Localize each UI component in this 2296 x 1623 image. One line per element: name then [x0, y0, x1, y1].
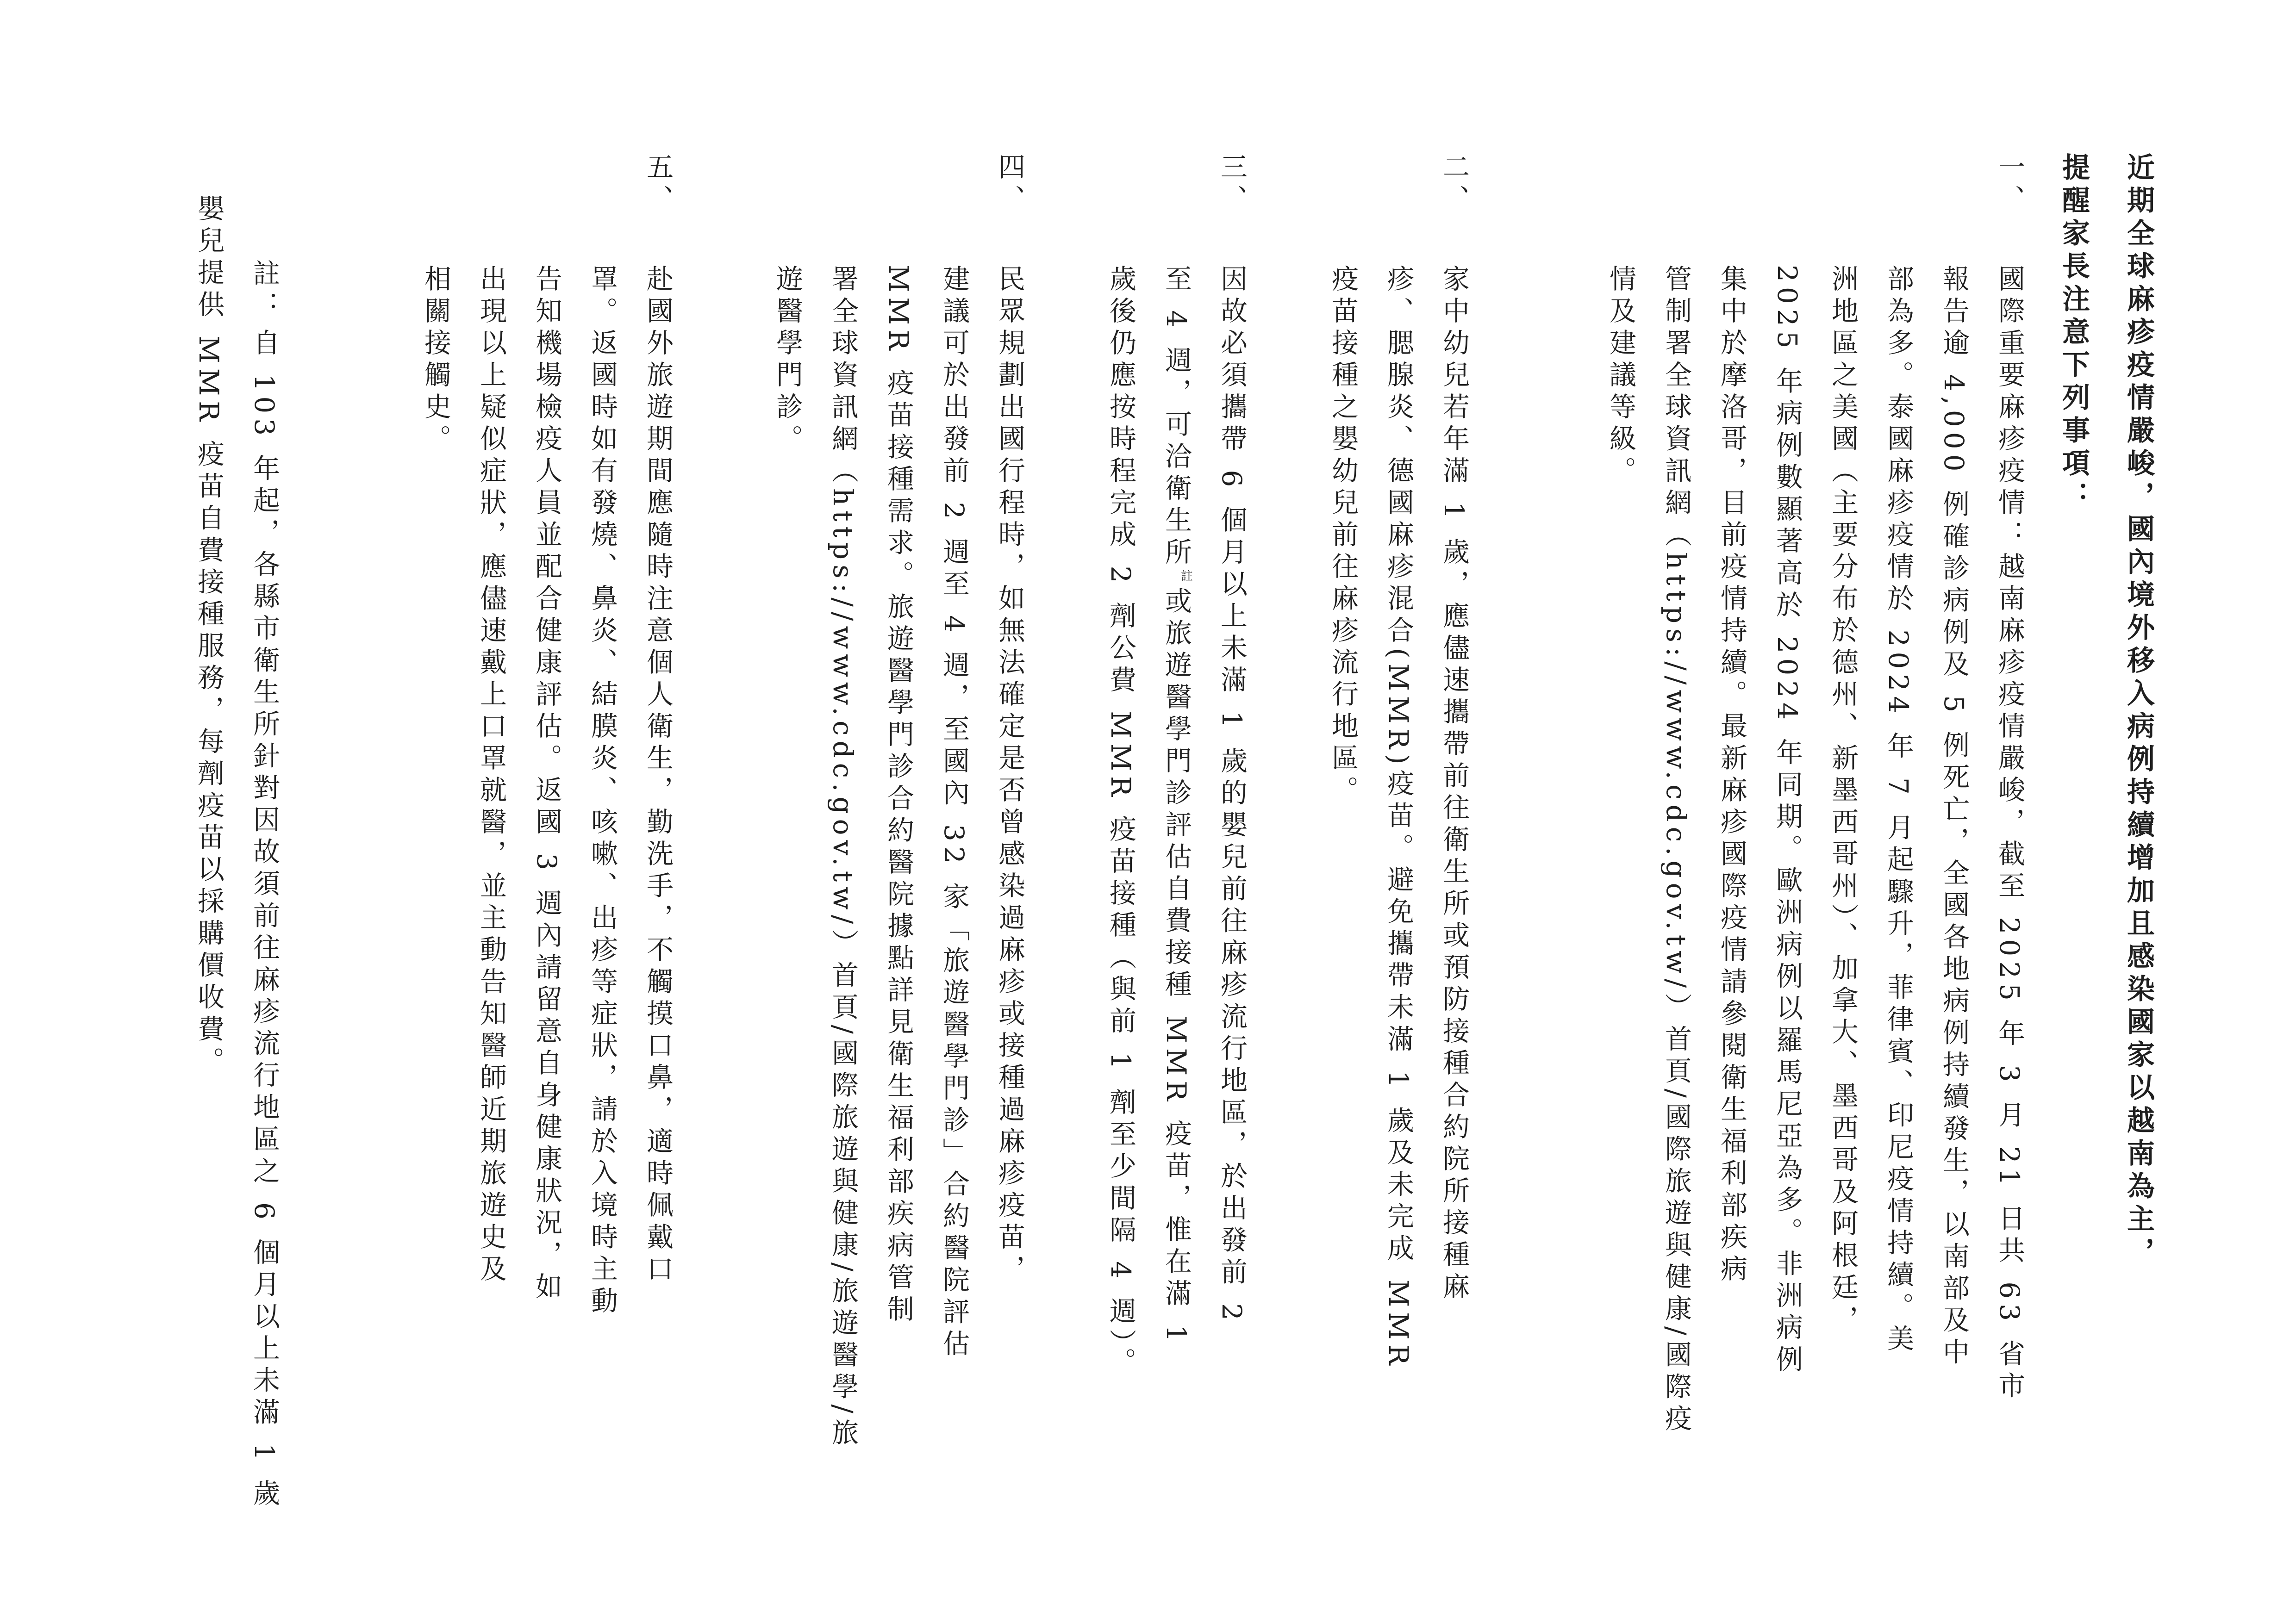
- item-3-line-1: 因故必須攜帶 6 個月以上未滿 1 歲的嬰兒前往麻疹流行地區，於出發前 2: [1216, 265, 1248, 1325]
- heading-line-1: 近期全球麻疹疫情嚴峻，國內境外移入病例持續增加且感染國家以越南為主，: [2122, 153, 2155, 1270]
- item-3-line-2-text-b: 或旅遊醫學門診評估自費接種 MMR 疫苗，惟在滿 1: [1160, 586, 1192, 1347]
- item-2-line-1: 家中幼兒若年滿 1 歲，應儘速攜帶前往衛生所或預防接種合約院所接種麻: [1438, 265, 1470, 1304]
- item-3-number: 三、: [1216, 153, 1248, 217]
- item-4-line-2: 建議可於出發前 2 週至 4 週，至國內 32 家「旅遊醫學門診」合約醫院評估: [938, 265, 970, 1362]
- item-4-line-5: 遊醫學門診。: [772, 265, 803, 456]
- item-3-line-2-text-a: 至 4 週，可洽衛生所: [1160, 265, 1192, 570]
- item-1-line-1: 國際重要麻疹疫情：越南麻疹疫情嚴峻，截至 2025 年 3 月 21 日共 63 省市: [1994, 265, 2025, 1404]
- item-2-number: 二、: [1438, 153, 1470, 217]
- item-1-line-2: 報告逾 4,000 例確診病例及 5 例死亡，全國各地病例持續發生，以南部及中: [1938, 265, 1970, 1370]
- item-5-line-3: 告知機場檢疫人員並配合健康評估。返國 3 週內請留意自身健康狀況，如: [531, 265, 562, 1304]
- item-5-line-2: 罩。返國時如有發燒、鼻炎、結膜炎、咳嗽、出疹等症狀，請於入境時主動: [586, 265, 618, 1318]
- note-reference-marker: 註: [1179, 569, 1193, 587]
- item-2-line-2: 疹、腮腺炎、德國麻疹混合(MMR)疫苗。避免攜帶未滿 1 歲及未完成 MMR: [1383, 265, 1414, 1370]
- item-1-line-8: 情及建議等級。: [1605, 265, 1636, 488]
- note-line-2: 嬰兒提供 MMR 疫苗自費接種服務，每劑疫苗以採購價收費。: [193, 194, 225, 1079]
- item-1-line-7: 管制署全球資訊網（https://www.cdc.gov.tw/）首頁/國際旅遊與健康/國際疫: [1660, 265, 1692, 1436]
- item-2-line-3: 疫苗接種之嬰幼兒前往麻疹流行地區。: [1327, 265, 1359, 808]
- item-1-line-6: 集中於摩洛哥，目前疫情持續。最新麻疹國際疫情請參閱衛生福利部疾病: [1716, 265, 1747, 1287]
- item-1-line-3: 部為多。泰國麻疹疫情於 2024 年 7 月起驟升，菲律賓、印尼疫情持續。美: [1883, 265, 1914, 1356]
- item-4-number: 四、: [994, 153, 1025, 217]
- note-line-1: 自 103 年起，各縣市衛生所針對因故須前往麻疹流行地區之 6 個月以上未滿 1 歲: [249, 329, 280, 1511]
- item-5-line-1: 赴國外旅遊期間應隨時注意個人衛生，勤洗手，不觸摸口鼻，適時佩戴口: [642, 265, 674, 1287]
- item-1-line-5: 2025 年病例數顯著高於 2024 年同期。歐洲病例以羅馬尼亞為多。非洲病例: [1772, 265, 1803, 1377]
- item-5-number: 五、: [642, 153, 674, 217]
- note-label: 註：: [249, 259, 280, 323]
- item-4-line-1: 民眾規劃出國行程時，如無法確定是否曾感染過麻疹或接種過麻疹疫苗，: [994, 265, 1025, 1287]
- item-4-line-3: MMR 疫苗接種需求。旅遊醫學門診合約醫院據點詳見衛生福利部疾病管制: [883, 265, 914, 1327]
- item-5-line-5: 相關接觸史。: [420, 265, 451, 456]
- item-1-number: 一、: [1994, 153, 2025, 217]
- item-3-line-3: 歲後仍應按時程完成 2 劑公費 MMR 疫苗接種（與前 1 劑至少間隔 4 週）。: [1105, 265, 1136, 1380]
- item-3-line-2: [1160, 265, 1193, 1347]
- item-5-line-4: 出現以上疑似症狀，應儘速戴上口罩就醫，並主動告知醫師近期旅遊史及: [475, 265, 507, 1287]
- item-4-line-4: 署全球資訊網（https://www.cdc.gov.tw/）首頁/國際旅遊與健康/旅遊醫學/旅: [827, 265, 859, 1450]
- item-1-line-4: 洲地區之美國（主要分布於德州、新墨西哥州）、加拿大、墨西哥及阿根廷，: [1827, 265, 1859, 1337]
- heading-line-2: 提醒家長注意下列事項：: [2058, 153, 2090, 514]
